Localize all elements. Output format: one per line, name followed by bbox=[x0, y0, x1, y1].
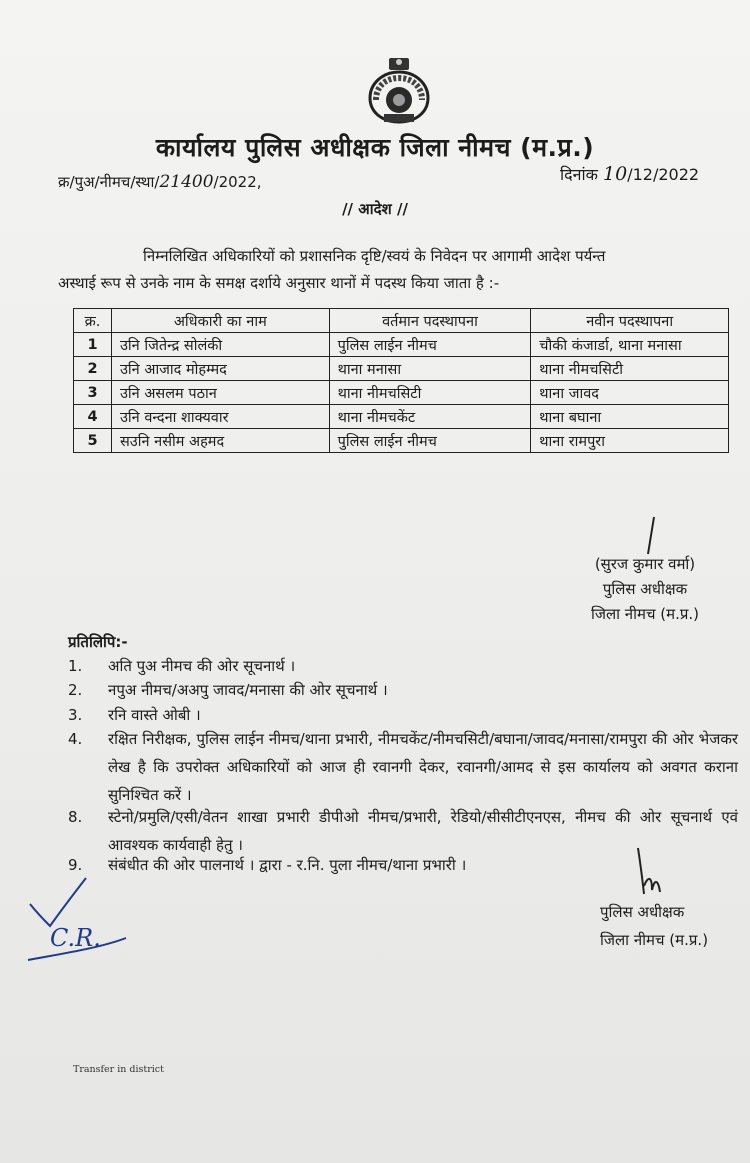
list-item-number: 4. bbox=[68, 730, 83, 748]
header-new: नवीन पदस्थापना bbox=[531, 309, 729, 333]
row-sn: 2 bbox=[74, 357, 112, 381]
ref-year: /2022, bbox=[213, 173, 262, 191]
table-row bbox=[74, 381, 729, 405]
row-sn: 4 bbox=[74, 405, 112, 429]
handwritten-cr-annotation bbox=[20, 874, 130, 964]
reference-number bbox=[58, 172, 262, 192]
signatory-district: जिला नीमच (म.प्र.) bbox=[600, 931, 709, 949]
table-row bbox=[74, 429, 729, 453]
table-row bbox=[74, 333, 729, 357]
list-item-text: रनि वास्ते ओबी । bbox=[108, 706, 201, 724]
postings-table bbox=[73, 308, 729, 453]
list-item-text: स्टेनो/प्रमुलि/एसी/वेतन शाखा प्रभारी डीपीओ नीमच/प्रभारी, रेडियो/सीसीटीएनएस, नीमच की ओर सूचनार्थ एवं आवश्यक कार्यवाही हेतु । bbox=[108, 808, 738, 854]
row-current: पुलिस लाईन नीमच bbox=[329, 333, 531, 357]
row-current: थाना नीमचसिटी bbox=[329, 381, 531, 405]
police-emblem-icon bbox=[362, 56, 436, 126]
table-row bbox=[74, 357, 729, 381]
footer-note: Transfer in district bbox=[73, 1064, 164, 1075]
row-new: थाना बघाना bbox=[531, 405, 729, 429]
signatory-designation: पुलिस अधीक्षक bbox=[602, 580, 688, 598]
row-new: थाना नीमचसिटी bbox=[531, 357, 729, 381]
table-header-row bbox=[74, 309, 729, 333]
header-name: अधिकारी का नाम bbox=[111, 309, 329, 333]
row-name: उनि असलम पठान bbox=[111, 381, 329, 405]
list-item-number: 3. bbox=[68, 706, 83, 724]
row-current: थाना मनासा bbox=[329, 357, 531, 381]
list-item-number: 2. bbox=[68, 681, 83, 699]
row-new: चौकी कंजार्डा, थाना मनासा bbox=[531, 333, 729, 357]
table-row bbox=[74, 405, 729, 429]
row-name: सउनि नसीम अहमद bbox=[111, 429, 329, 453]
copy-heading: प्रतिलिपि:- bbox=[68, 633, 128, 651]
date-day-handwritten: 10 bbox=[603, 163, 628, 185]
list-item-number: 1. bbox=[68, 657, 83, 675]
list-item-text: रक्षित निरीक्षक, पुलिस लाईन नीमच/थाना प्रभारी, नीमचकेंट/नीमचसिटी/बघाना/जावद/मनासा/रामपुरा की ओर भेजकर लेख है कि उपरोक्त अधिकारियों को आज ही रवानगी देकर, रवानगी/आमद से इस कार्यालय को अवगत कराना सुनिश्चित करें । bbox=[108, 730, 738, 804]
intro-line-2: अस्थाई रूप से उनके नाम के समक्ष दर्शाये अनुसार थानों में पदस्थ किया जाता है :- bbox=[58, 274, 500, 292]
row-new: थाना रामपुरा bbox=[531, 429, 729, 453]
order-date bbox=[560, 163, 699, 185]
signature-block-1 bbox=[560, 552, 730, 627]
header-current: वर्तमान पदस्थापना bbox=[329, 309, 531, 333]
row-sn: 1 bbox=[74, 333, 112, 357]
signatory-name: (सुरज कुमार वर्मा) bbox=[594, 555, 696, 573]
list-item-text: अति पुअ नीमच की ओर सूचनार्थ । bbox=[108, 657, 296, 675]
order-heading: // आदेश // bbox=[342, 200, 408, 218]
office-title: कार्यालय पुलिस अधीक्षक जिला नीमच (म.प्र.) bbox=[155, 133, 595, 162]
row-current: थाना नीमचकेंट bbox=[329, 405, 531, 429]
list-item-number: 8. bbox=[68, 808, 83, 826]
signatory-district: जिला नीमच (म.प्र.) bbox=[590, 605, 700, 623]
header-sn: क्र. bbox=[74, 309, 112, 333]
signature-stroke-icon bbox=[646, 516, 656, 556]
list-item-text: नपुअ नीमच/अअपु जावद/मनासा की ओर सूचनार्थ । bbox=[108, 681, 388, 699]
date-rest: /12/2022 bbox=[627, 165, 700, 184]
row-name: उनि वन्दना शाक्यवार bbox=[111, 405, 329, 429]
ref-prefix: क्र/पुअ/नीमच/स्था/ bbox=[58, 173, 160, 191]
row-new: थाना जावद bbox=[531, 381, 729, 405]
intro-line-1: निम्नलिखित अधिकारियों को प्रशासनिक दृष्टि/स्वयं के निवेदन पर आगामी आदेश पर्यन्त bbox=[143, 247, 606, 265]
row-sn: 5 bbox=[74, 429, 112, 453]
date-label: दिनांक bbox=[560, 165, 598, 184]
row-sn: 3 bbox=[74, 381, 112, 405]
row-name: उनि जितेन्द्र सोलंकी bbox=[111, 333, 329, 357]
signature-scribble-icon bbox=[630, 846, 670, 896]
list-item-number: 9. bbox=[68, 856, 83, 874]
row-current: पुलिस लाईन नीमच bbox=[329, 429, 531, 453]
intro-paragraph bbox=[58, 243, 714, 297]
row-name: उनि आजाद मोहम्मद bbox=[111, 357, 329, 381]
signature-block-2 bbox=[600, 898, 720, 954]
signatory-designation: पुलिस अधीक्षक bbox=[600, 903, 685, 921]
cr-text: C.R. bbox=[50, 924, 101, 952]
ref-number-handwritten: 21400 bbox=[159, 172, 214, 192]
list-item-text: संबंधीत की ओर पालनार्थ । द्वारा - र.नि. पुला नीमच/थाना प्रभारी । bbox=[108, 856, 467, 874]
